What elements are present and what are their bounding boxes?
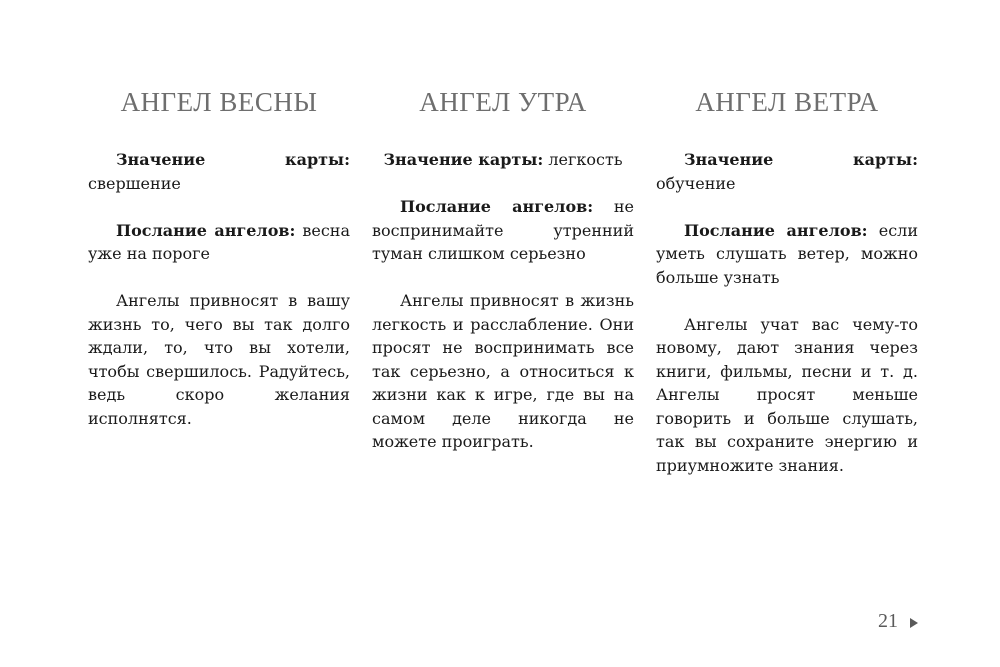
message-label: Послание ангелов: — [400, 197, 594, 216]
message-value: не воспринимайте утренний туман слишком серьезно — [372, 197, 634, 263]
card-message — [656, 219, 918, 290]
card-title: АНГЕЛ ВЕТРА — [695, 87, 879, 117]
card-body: Ангелы привносят в жизнь легкость и расслабление. Они просят не воспринимать все так серьезно, а относиться к жизни как к игре, где вы на самом деле никогда не можете проиграть. — [372, 291, 634, 451]
page-footer — [878, 610, 918, 633]
message-value: весна уже на пороге — [88, 220, 350, 263]
card-meaning — [372, 148, 634, 172]
card-meaning — [656, 148, 918, 195]
card-message — [372, 195, 634, 266]
card-column-morning — [372, 86, 634, 454]
card-message — [88, 219, 350, 266]
card-meaning — [88, 148, 350, 195]
meaning-label: Значение карты: — [116, 150, 350, 169]
meaning-value: свершение — [88, 173, 181, 193]
card-column-wind — [656, 86, 918, 477]
meaning-label: Значение карты: — [383, 150, 544, 169]
message-label: Послание ангелов: — [116, 220, 296, 240]
card-title: АНГЕЛ УТРА — [419, 87, 587, 117]
meaning-value: легкость — [548, 150, 623, 169]
meaning-label: Значение карты: — [684, 150, 918, 169]
card-body: Ангелы привносят в вашу жизнь то, чего вы так долго ждали, то, что вы хотели, чтобы свершилось. Радуйтесь, ведь скоро желания исполнятся. — [88, 291, 350, 428]
message-value: если уметь слушать ветер, можно больше узнать — [656, 220, 918, 287]
page-number: 21 — [878, 610, 898, 632]
next-arrow-icon[interactable] — [910, 618, 918, 628]
card-title: АНГЕЛ ВЕСНЫ — [120, 87, 318, 117]
message-label: Послание ангелов: — [684, 220, 868, 240]
card-body: Ангелы учат вас чему-то новому, дают знания через книги, фильмы, песни и т. д. Ангелы просят меньше говорить и больше слушать, так вы сохраните энергию и приумножите знания. — [656, 314, 918, 475]
card-column-spring — [88, 86, 350, 430]
meaning-value: обучение — [656, 173, 736, 193]
